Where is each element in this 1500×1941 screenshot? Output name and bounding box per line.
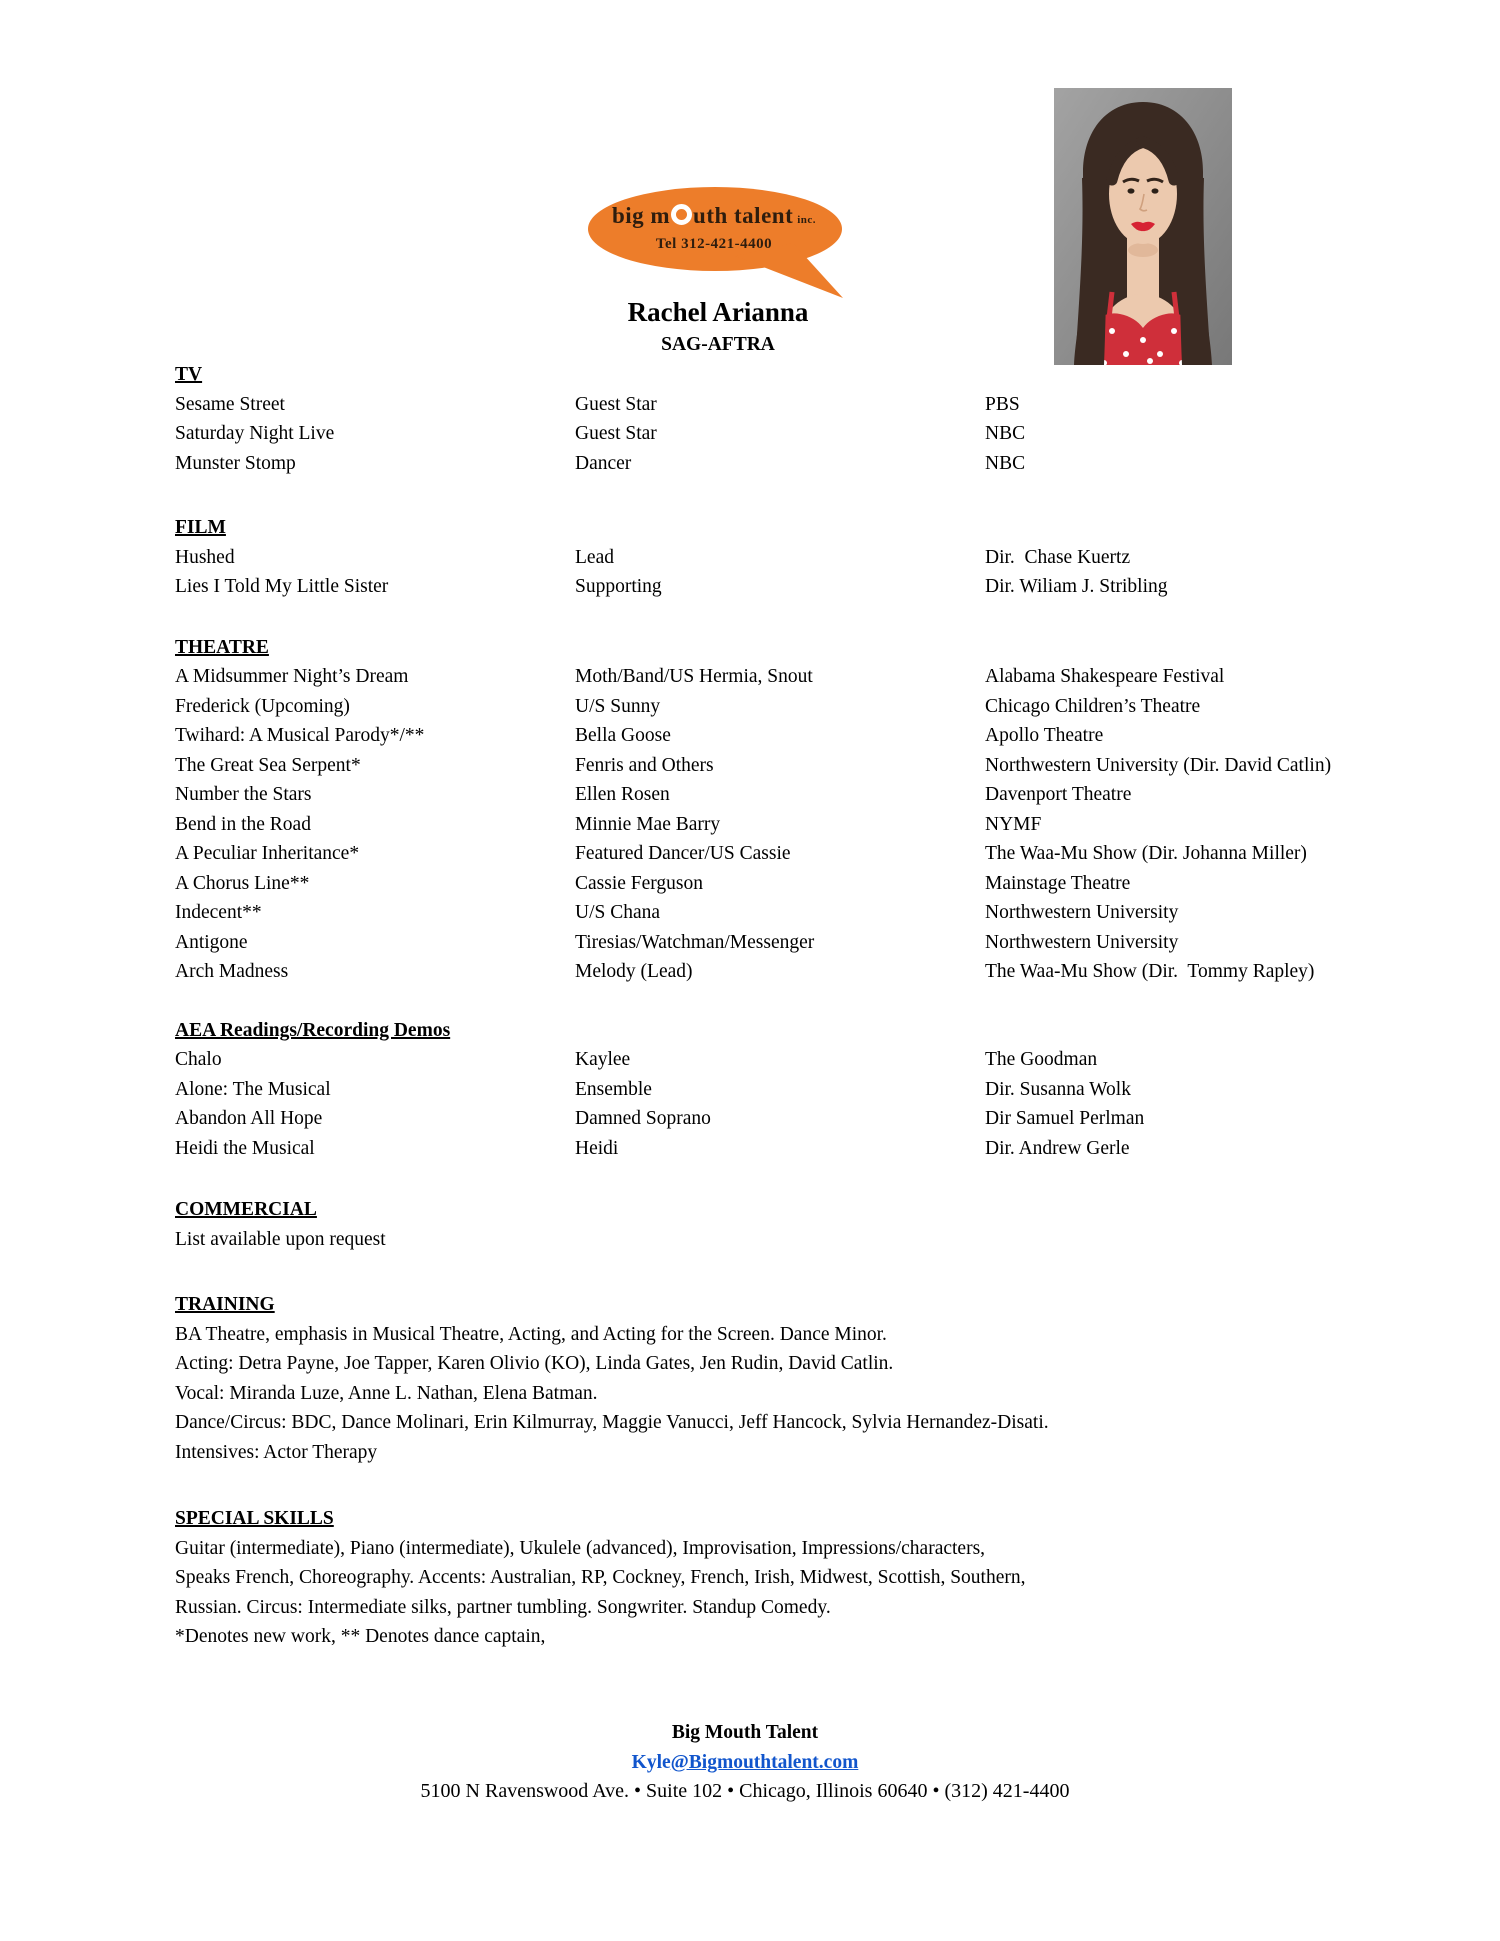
agency-logo: [585, 186, 865, 306]
section-skills: [175, 1504, 1315, 1652]
credit-venue: PBS: [985, 393, 1020, 415]
section-line: *Denotes new work, ** Denotes dance captain,: [175, 1626, 546, 1647]
credit-row: [175, 898, 1315, 928]
credit-row: [175, 780, 1315, 810]
logo-text: [585, 186, 843, 255]
section-line: Vocal: Miranda Luze, Anne L. Nathan, Elena Batman.: [175, 1382, 598, 1404]
credit-role: Heidi: [575, 1137, 619, 1159]
credit-title: The Great Sea Serpent*: [175, 754, 361, 776]
credit-role: Kaylee: [575, 1049, 631, 1070]
credit-title: Twihard: A Musical Parody*/**: [175, 725, 425, 746]
actor-name: Rachel Arianna: [627, 297, 809, 327]
credit-title: Frederick (Upcoming): [175, 695, 350, 717]
credit-title: Chalo: [175, 1049, 222, 1070]
credit-role: Moth/Band/US Hermia, Snout: [575, 666, 813, 687]
credit-role: Tiresias/Watchman/Messenger: [575, 931, 815, 953]
section-line: Guitar (intermediate), Piano (intermediate), Ukulele (advanced), Improvisation, Impressions/characters,: [175, 1537, 986, 1559]
credit-role: Ellen Rosen: [575, 784, 670, 805]
credit-role: Dancer: [575, 452, 632, 474]
credit-role: Featured Dancer/US Cassie: [575, 843, 791, 864]
credit-row: [175, 751, 1332, 781]
credit-row: [175, 1104, 1315, 1134]
section-line: List available upon request: [175, 1228, 386, 1250]
credit-row: [175, 721, 1315, 751]
credit-row: [175, 839, 1315, 869]
section-film: [175, 513, 1315, 602]
section-title-aea: AEA Readings/Recording Demos: [175, 1019, 451, 1041]
credit-venue: Northwestern University (Dir. David Catlin): [985, 754, 1332, 776]
email-link[interactable]: Kyle@Bigmouthtalent.com: [631, 1751, 859, 1773]
logo-o-ring-icon: [671, 204, 692, 225]
credit-row: [175, 810, 1315, 840]
credit-role: Melody (Lead): [575, 961, 693, 982]
credit-venue: NYMF: [985, 813, 1042, 835]
credit-venue: Davenport Theatre: [985, 784, 1132, 805]
footer: [0, 1718, 1490, 1807]
credit-venue: Chicago Children’s Theatre: [985, 695, 1201, 717]
credit-venue: Northwestern University: [985, 931, 1179, 953]
credit-title: Antigone: [175, 931, 248, 953]
credit-role: Fenris and Others: [575, 754, 714, 776]
credit-title: Alone: The Musical: [175, 1078, 331, 1100]
credit-row: [175, 1134, 1315, 1164]
credit-venue: Dir Samuel Perlman: [985, 1108, 1145, 1129]
credit-title: A Midsummer Night’s Dream: [175, 666, 409, 687]
credit-venue: Dir. Chase Kuertz: [985, 546, 1131, 568]
credit-venue: The Waa-Mu Show (Dir. Johanna Miller): [985, 843, 1307, 864]
credit-venue: Dir. Wiliam J. Stribling: [985, 576, 1168, 597]
resume-body: [175, 360, 1332, 1652]
credit-row: [175, 869, 1315, 899]
section-line: BA Theatre, emphasis in Musical Theatre, Acting, and Acting for the Screen. Dance Minor.: [175, 1323, 887, 1345]
section-training: [175, 1290, 1315, 1467]
credit-row: [175, 543, 1315, 573]
credit-role: Bella Goose: [575, 725, 671, 746]
credit-role: Damned Soprano: [575, 1108, 711, 1129]
credit-row: [175, 1075, 1315, 1105]
credit-title: Number the Stars: [175, 784, 312, 805]
section-title-commercial: COMMERCIAL: [175, 1199, 317, 1220]
credit-title: A Chorus Line**: [175, 872, 310, 894]
credit-row: [175, 692, 1315, 722]
credit-row: [175, 449, 1315, 479]
section-line: Russian. Circus: Intermediate silks, partner tumbling. Songwriter. Standup Comedy.: [175, 1596, 831, 1618]
section-commercial: [175, 1195, 1315, 1254]
section-title-training: TRAINING: [175, 1294, 275, 1315]
credit-role: Supporting: [575, 576, 662, 597]
agency-name: Big Mouth Talent: [671, 1722, 819, 1743]
credit-venue: Northwestern University: [985, 902, 1179, 923]
credit-role: U/S Sunny: [575, 695, 661, 717]
credit-title: Heidi the Musical: [175, 1137, 315, 1159]
section-line: Dance/Circus: BDC, Dance Molinari, Erin Kilmurray, Maggie Vanucci, Jeff Hancock, Sylvia Hernandez-Disati.: [175, 1412, 1049, 1433]
union-affiliation: SAG-AFTRA: [661, 334, 775, 355]
credit-row: [175, 662, 1315, 692]
section-line: Acting: Detra Payne, Joe Tapper, Karen Olivio (KO), Linda Gates, Jen Rudin, David Catlin.: [175, 1353, 894, 1374]
credit-venue: Dir. Andrew Gerle: [985, 1137, 1130, 1159]
agency-address: 5100 N Ravenswood Ave. • Suite 102 • Chicago, Illinois 60640 • (312) 421-4400: [420, 1780, 1070, 1802]
section-tv: [175, 360, 1315, 478]
email-line: [0, 1748, 1490, 1778]
credit-title: Bend in the Road: [175, 813, 311, 835]
credit-role: Cassie Ferguson: [575, 872, 704, 894]
section-line: Intensives: Actor Therapy: [175, 1441, 378, 1463]
credit-venue: The Waa-Mu Show (Dir. Tommy Rapley): [985, 961, 1315, 982]
credit-venue: Dir. Susanna Wolk: [985, 1078, 1131, 1100]
credit-venue: NBC: [985, 452, 1026, 474]
credit-role: Ensemble: [575, 1078, 652, 1100]
credit-role: Guest Star: [575, 423, 657, 444]
section-title-skills: SPECIAL SKILLS: [175, 1508, 334, 1529]
credit-row: [175, 957, 1315, 987]
section-line: Speaks French, Choreography. Accents: Australian, RP, Cockney, French, Irish, Midwest, Scottish, Southern,: [175, 1567, 1026, 1588]
credit-title: A Peculiar Inheritance*: [175, 843, 360, 864]
credit-row: [175, 390, 1315, 420]
credit-venue: Alabama Shakespeare Festival: [985, 666, 1225, 687]
credit-row: [175, 928, 1315, 958]
credit-venue: NBC: [985, 423, 1026, 444]
section-theatre: [175, 633, 1332, 987]
section-title-theatre: THEATRE: [175, 636, 269, 658]
credit-role: Lead: [575, 546, 614, 568]
credit-title: Arch Madness: [175, 961, 289, 982]
credit-role: Minnie Mae Barry: [575, 813, 721, 835]
credit-venue: Mainstage Theatre: [985, 872, 1131, 894]
credit-row: [175, 572, 1315, 602]
section-title-film: FILM: [175, 517, 226, 538]
credit-row: [175, 419, 1315, 449]
credit-role: U/S Chana: [575, 902, 661, 923]
credit-row: [175, 1045, 1315, 1075]
credit-title: Abandon All Hope: [175, 1108, 323, 1129]
credit-title: Munster Stomp: [175, 452, 296, 474]
credit-role: Guest Star: [575, 393, 657, 415]
section-title-tv: TV: [175, 364, 203, 385]
credit-title: Lies I Told My Little Sister: [175, 576, 389, 597]
credit-venue: The Goodman: [985, 1049, 1098, 1070]
logo-inc-label: inc.: [797, 214, 817, 226]
credit-venue: Apollo Theatre: [985, 725, 1104, 746]
logo-wordmark: big m uth talent inc.: [611, 203, 817, 228]
credit-title: Sesame Street: [175, 393, 285, 415]
credit-title: Hushed: [175, 546, 235, 568]
credit-title: Indecent**: [175, 902, 262, 923]
section-aea: [175, 1016, 1315, 1164]
credit-title: Saturday Night Live: [175, 423, 335, 444]
logo-phone: Tel 312-421-4400: [655, 236, 773, 252]
